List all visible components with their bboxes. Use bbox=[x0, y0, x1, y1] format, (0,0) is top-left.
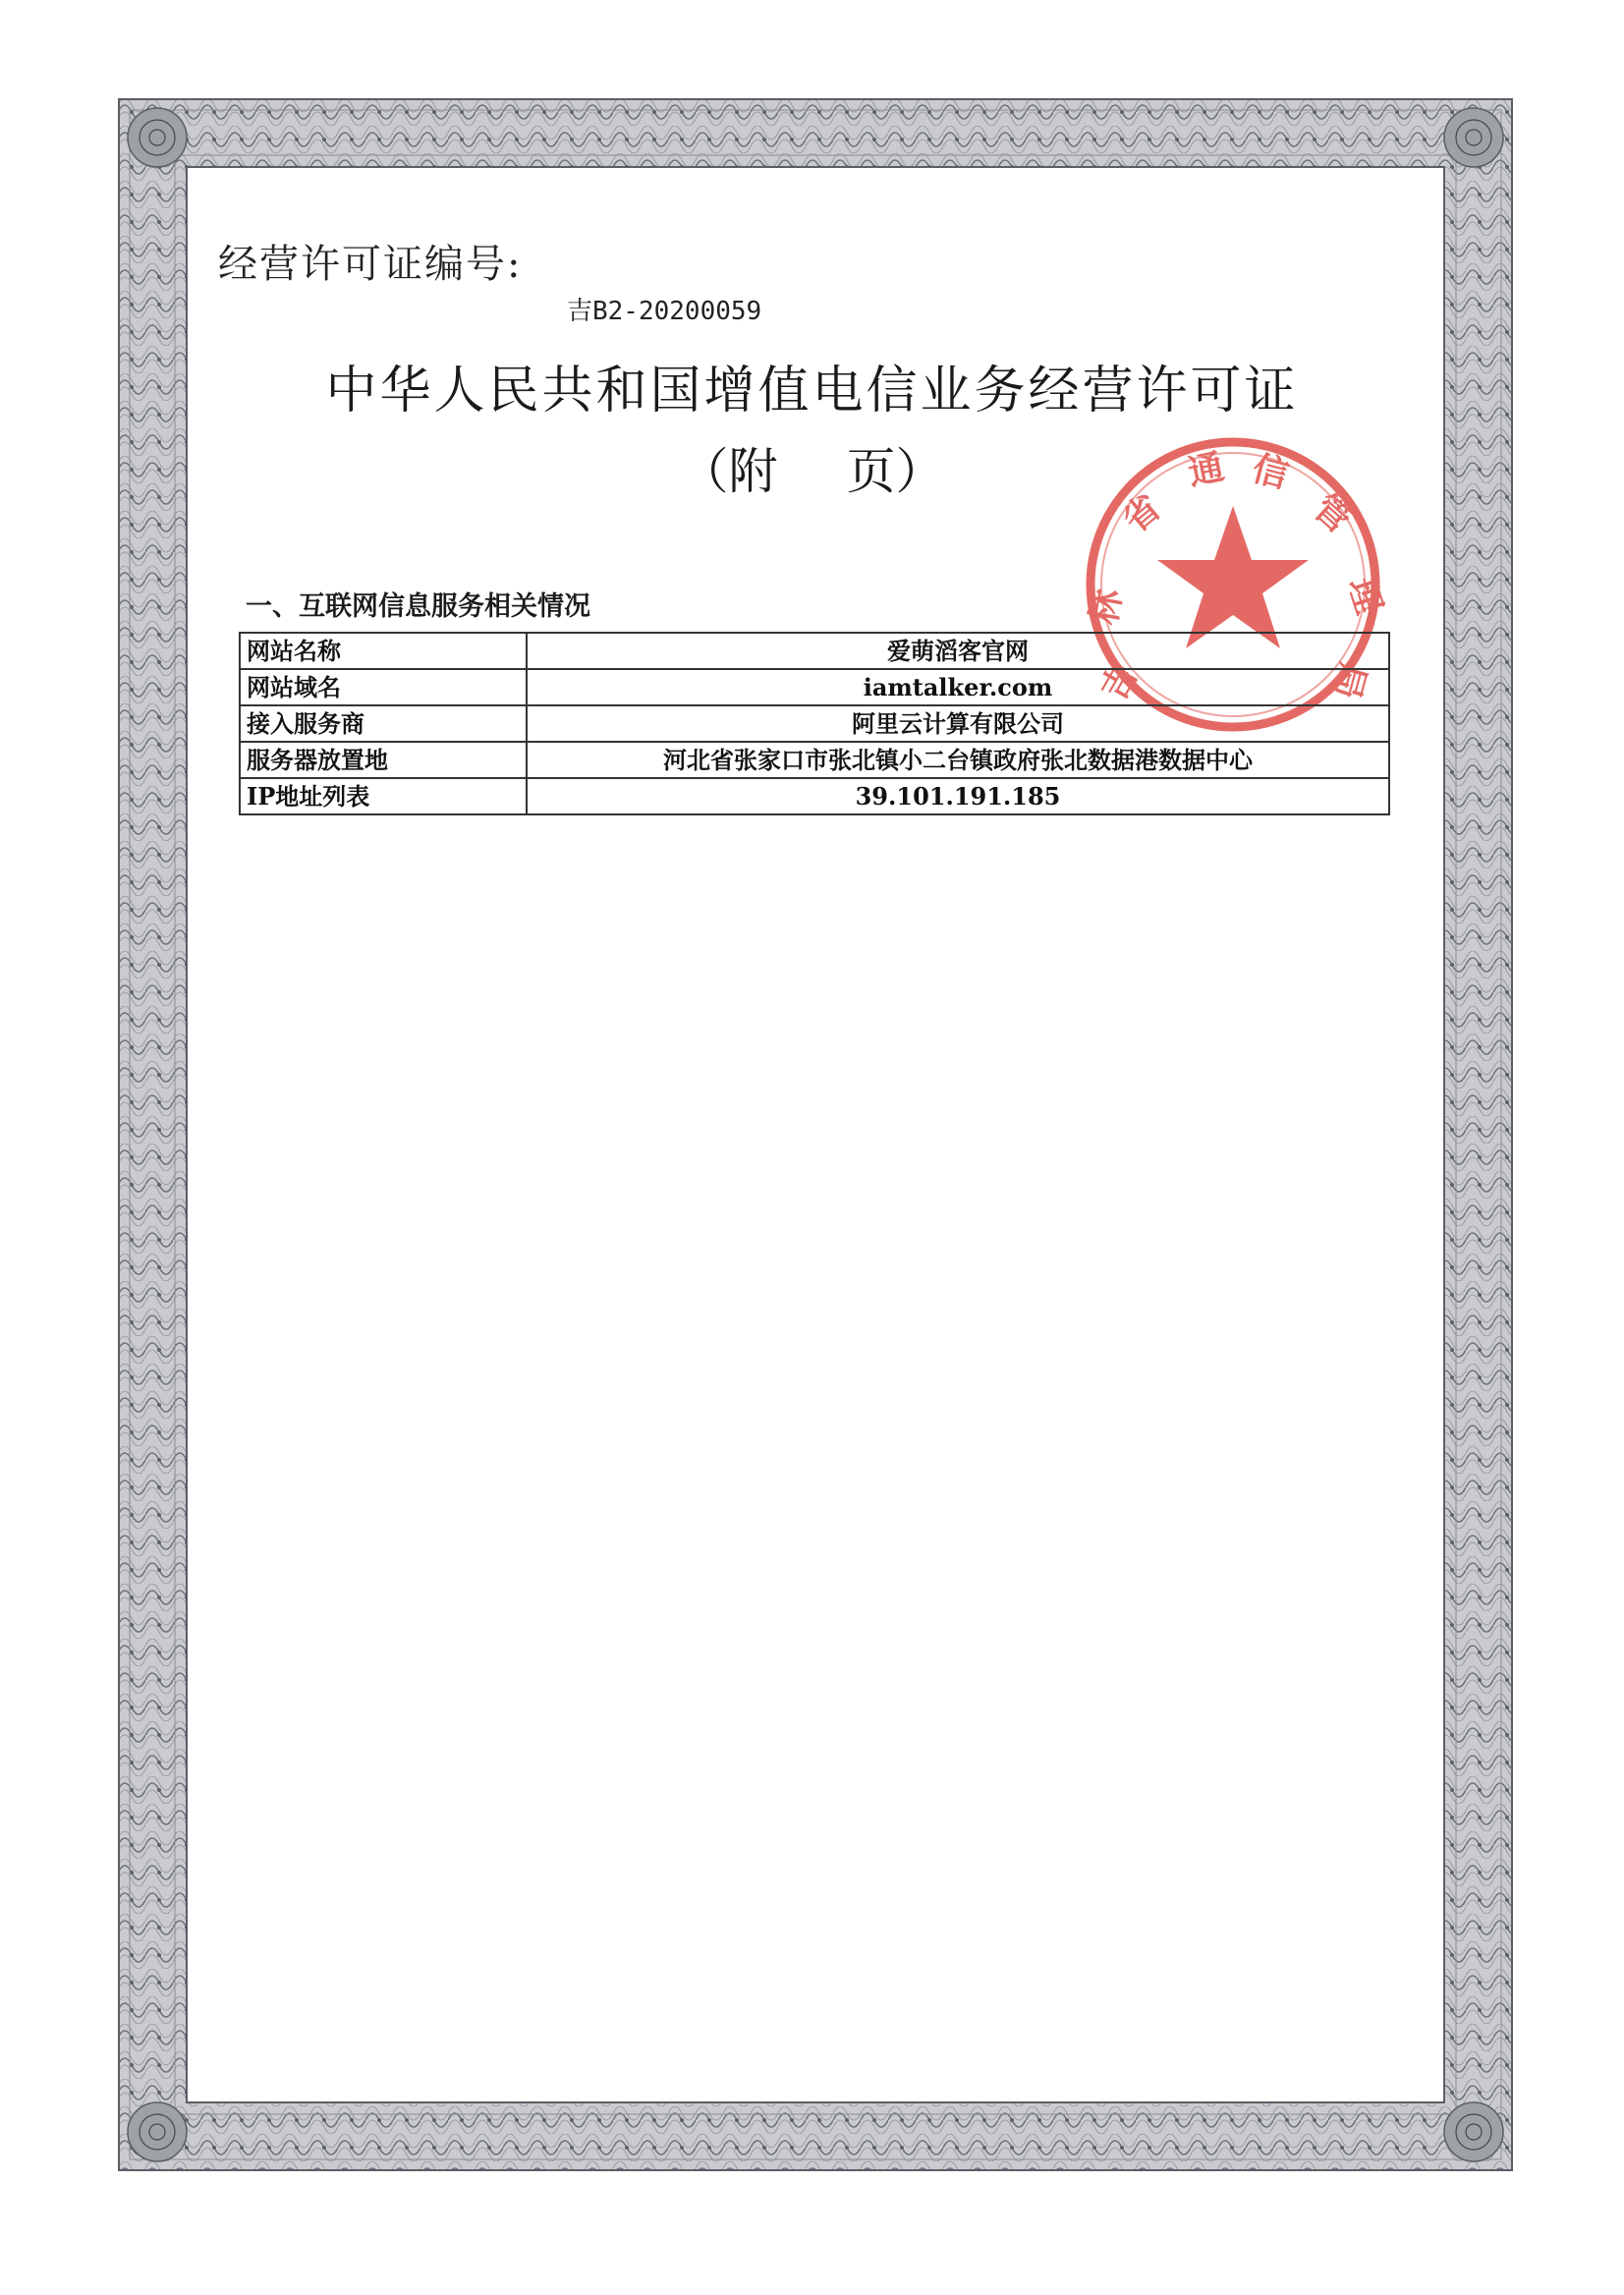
row-value-ip-list: 39.101.191.185 bbox=[527, 778, 1389, 814]
internet-info-table bbox=[239, 632, 1390, 815]
row-value-server-location: 河北省张家口市张北镇小二台镇政府张北数据港数据中心 bbox=[527, 742, 1389, 778]
row-key-ip-list: IP地址列表 bbox=[240, 778, 527, 814]
svg-text:吉: 吉 bbox=[1092, 655, 1147, 708]
row-value-domain: iamtalker.com bbox=[527, 669, 1389, 705]
certificate-title: 中华人民共和国增值电信业务经营许可证 bbox=[325, 362, 1299, 420]
subtitle-right: 页） bbox=[846, 443, 945, 500]
table-row bbox=[240, 778, 1389, 814]
subtitle-left: （附 bbox=[679, 443, 778, 500]
license-number-label: 经营许可证编号: bbox=[218, 242, 523, 287]
table-row bbox=[240, 742, 1389, 778]
svg-text:局: 局 bbox=[1324, 658, 1374, 703]
table-row bbox=[240, 669, 1389, 705]
svg-text:理: 理 bbox=[1339, 572, 1390, 619]
table-row bbox=[240, 633, 1389, 669]
row-key-access-provider: 接入服务商 bbox=[240, 705, 527, 742]
svg-text:省: 省 bbox=[1114, 486, 1169, 541]
section-heading-internet-info: 一、互联网信息服务相关情况 bbox=[246, 591, 590, 622]
row-key-domain: 网站域名 bbox=[240, 669, 527, 705]
row-value-access-provider: 阿里云计算有限公司 bbox=[527, 705, 1389, 742]
row-key-site-name: 网站名称 bbox=[240, 633, 527, 669]
row-value-site-name: 爱萌滔客官网 bbox=[527, 633, 1389, 669]
svg-text:林: 林 bbox=[1083, 586, 1130, 629]
svg-text:管: 管 bbox=[1305, 486, 1360, 541]
svg-text:通: 通 bbox=[1184, 445, 1228, 494]
license-number-value: 吉B2-20200059 bbox=[567, 297, 762, 326]
svg-text:信: 信 bbox=[1248, 447, 1293, 497]
table-row bbox=[240, 705, 1389, 742]
row-key-server-location: 服务器放置地 bbox=[240, 742, 527, 778]
